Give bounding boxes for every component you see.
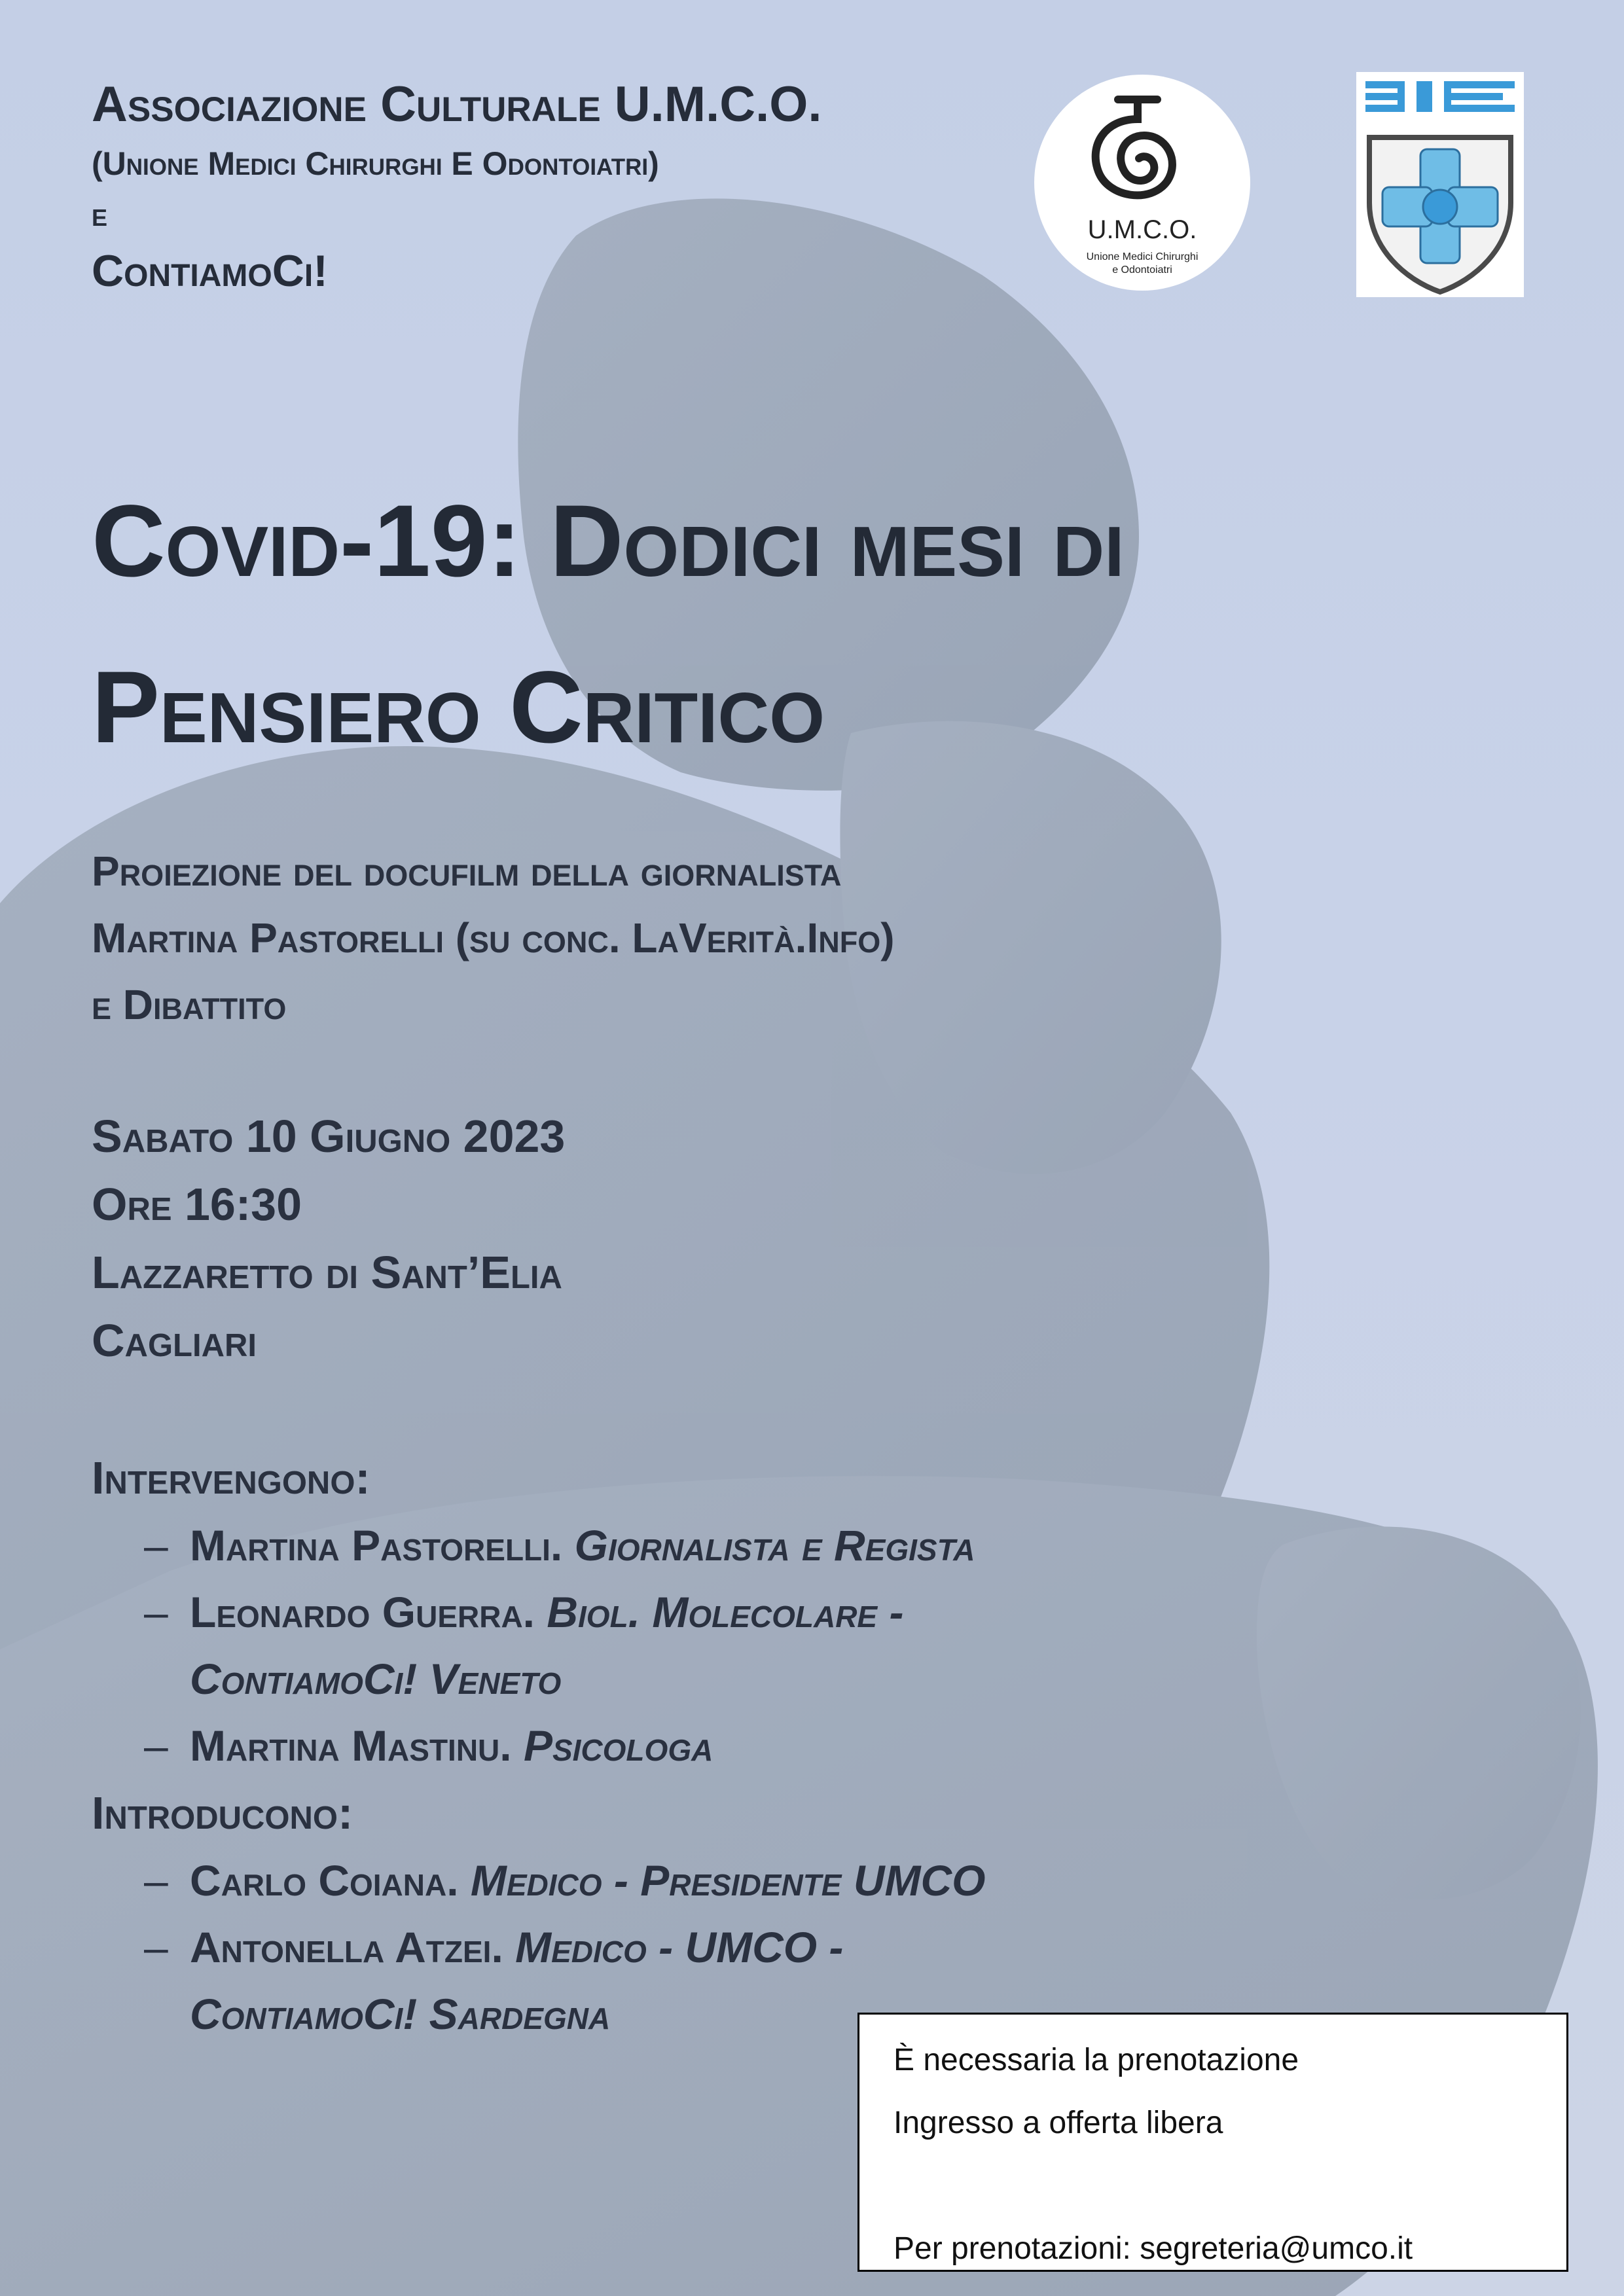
booking-info-box	[857, 2013, 1568, 2272]
dash-bullet: –	[144, 1521, 168, 1570]
subtitle-line-3: e Dibattito	[92, 981, 287, 1028]
speaker-name: Martina Pastorelli.	[190, 1521, 563, 1570]
event-city: Cagliari	[92, 1315, 257, 1366]
aie-logo	[1356, 72, 1524, 297]
introducer-name: Antonella Atzei.	[190, 1923, 503, 1971]
dash-bullet: –	[144, 1588, 168, 1636]
speaker-name: Martina Mastinu.	[190, 1721, 512, 1770]
contiamoci-name: ContiamoCi!	[92, 246, 328, 296]
introducer-item	[92, 1847, 1335, 1914]
event-details	[92, 1102, 1074, 1374]
umco-logo-name: U.M.C.O.	[1087, 215, 1197, 244]
organizers-header	[92, 72, 943, 302]
speaker-item	[92, 1712, 1335, 1779]
dash-bullet: –	[144, 1856, 168, 1905]
speakers-heading: Intervengono:	[92, 1452, 370, 1503]
subtitle-line-2: Martina Pastorelli (su conc. LaVerità.Info)	[92, 914, 895, 961]
introducer-item	[92, 1914, 1335, 1981]
speaker-item	[92, 1512, 1335, 1579]
title-line-1: Covid-19: Dodici mesi di	[92, 484, 1125, 598]
umco-logo	[1033, 73, 1252, 292]
conjunction: e	[92, 196, 108, 234]
association-name: Associazione Culturale U.M.C.O.	[92, 77, 822, 132]
speaker-name: Leonardo Guerra.	[190, 1588, 535, 1636]
subtitle-line-1: Proiezione del docufilm della giornalista	[92, 848, 842, 895]
introducer-name: Carlo Coiana.	[190, 1856, 459, 1905]
event-title	[92, 458, 1532, 791]
booking-contact-text[interactable]: Per prenotazioni: segreteria@umco.it	[893, 2231, 1413, 2266]
speaker-item	[92, 1579, 1335, 1645]
event-time: Ore 16:30	[92, 1179, 302, 1230]
free-entry-text: Ingresso a offerta libera	[893, 2106, 1223, 2140]
event-venue: Lazzaretto di Sant’Elia	[92, 1247, 562, 1298]
umco-logo-tagline-1: Unione Medici Chirurghi	[1086, 251, 1199, 262]
introducer-role: Medico - UMCO -	[515, 1923, 844, 1971]
event-subtitle	[92, 838, 1466, 1038]
speakers-section	[92, 1444, 1335, 2047]
introducers-heading: Introducono:	[92, 1787, 353, 1839]
dash-bullet: –	[144, 1923, 168, 1971]
title-line-2: Pensiero Critico	[92, 651, 825, 764]
introducer-role: Medico - Presidente UMCO	[470, 1856, 986, 1905]
speaker-role: Giornalista e Regista	[574, 1521, 975, 1570]
event-date: Sabato 10 Giugno 2023	[92, 1111, 566, 1162]
speaker-role: ContiamoCi! Veneto	[190, 1655, 562, 1703]
speaker-role-continuation	[92, 1645, 1335, 1712]
speaker-role: Psicologa	[523, 1721, 713, 1770]
umco-logo-tagline-2: e Odontoiatri	[1112, 264, 1172, 276]
spacer	[893, 2155, 1532, 2217]
association-fullname: (Unione Medici Chirurghi E Odontoiatri)	[92, 145, 659, 182]
speaker-role: Biol. Molecolare -	[547, 1588, 904, 1636]
dash-bullet: –	[144, 1721, 168, 1770]
booking-required-text: È necessaria la prenotazione	[893, 2043, 1299, 2077]
introducer-role: ContiamoCi! Sardegna	[190, 1990, 611, 2038]
